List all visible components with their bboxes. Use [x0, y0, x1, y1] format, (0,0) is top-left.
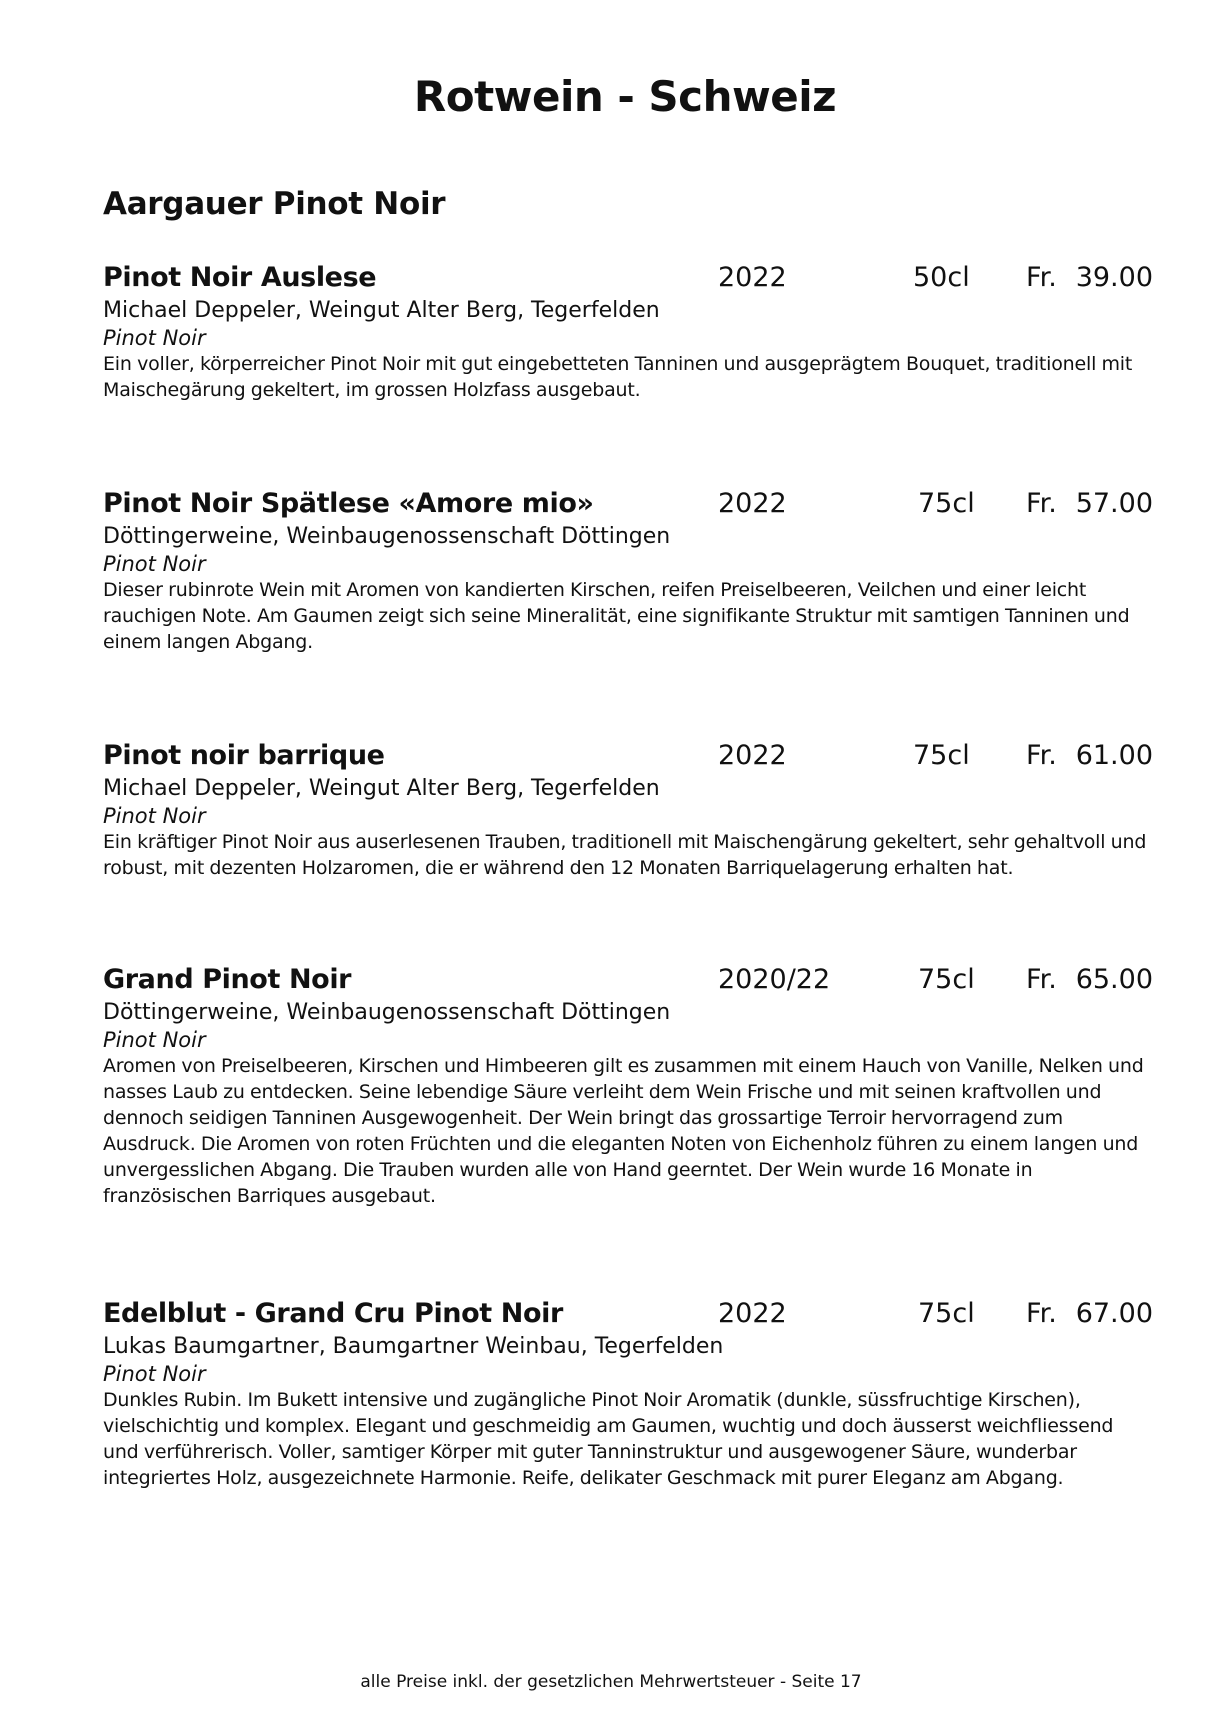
wine-name: Pinot Noir Spätlese «Amore mio» — [103, 488, 594, 519]
wine-grape: Pinot Noir — [103, 552, 206, 576]
wine-entry — [103, 740, 1153, 881]
wine-name: Grand Pinot Noir — [103, 964, 352, 995]
wine-name: Edelblut - Grand Cru Pinot Noir — [103, 1298, 563, 1329]
wine-grape: Pinot Noir — [103, 1362, 206, 1386]
wine-grape: Pinot Noir — [103, 804, 206, 828]
wine-header — [103, 262, 1153, 296]
wine-entry — [103, 488, 1153, 655]
wine-price: 67.00 — [1075, 1298, 1153, 1329]
wine-header — [103, 740, 1153, 774]
wine-description: Dieser rubinrote Wein mit Aromen von kandierten Kirschen, reifen Preiselbeeren, Veilchen und einer leicht rauchigen Note. Am Gaumen zeigt sich seine Mineralität, eine signifikante Struktur mit samtigen Tanninen und einem langen Abgang. — [103, 579, 1130, 653]
wine-volume: 50cl — [913, 262, 970, 293]
wine-volume: 75cl — [918, 964, 975, 995]
wine-currency: Fr. — [1026, 262, 1057, 293]
wine-currency: Fr. — [1026, 740, 1057, 771]
page-footer: alle Preise inkl. der gesetzlichen Mehrwertsteuer - Seite 17 — [360, 1672, 862, 1692]
wine-price: 57.00 — [1075, 488, 1153, 519]
wine-grape: Pinot Noir — [103, 1028, 206, 1052]
wine-year: 2020/22 — [718, 964, 831, 995]
wine-year: 2022 — [718, 1298, 787, 1329]
wine-description: Ein voller, körperreicher Pinot Noir mit gut eingebetteten Tanninen und ausgeprägtem Bouquet, traditionell mit Maischegärung gekeltert, im grossen Holzfass ausgebaut. — [103, 353, 1133, 401]
wine-year: 2022 — [718, 488, 787, 519]
wine-price: 65.00 — [1075, 964, 1153, 995]
wine-currency: Fr. — [1026, 964, 1057, 995]
wine-entry — [103, 1298, 1153, 1491]
wine-year: 2022 — [718, 740, 787, 771]
wine-grape: Pinot Noir — [103, 326, 206, 350]
wine-volume: 75cl — [918, 1298, 975, 1329]
wine-header — [103, 964, 1153, 998]
wine-currency: Fr. — [1026, 1298, 1057, 1329]
wine-header — [103, 1298, 1153, 1332]
wine-year: 2022 — [718, 262, 787, 293]
wine-producer: Michael Deppeler, Weingut Alter Berg, Tegerfelden — [103, 776, 660, 801]
wine-header — [103, 488, 1153, 522]
region-heading: Aargauer Pinot Noir — [103, 186, 446, 222]
wine-producer: Michael Deppeler, Weingut Alter Berg, Tegerfelden — [103, 298, 660, 323]
wine-name: Pinot Noir Auslese — [103, 262, 377, 293]
wine-price: 39.00 — [1075, 262, 1153, 293]
wine-description: Aromen von Preiselbeeren, Kirschen und Himbeeren gilt es zusammen mit einem Hauch von Vanille, Nelken und nasses Laub zu entdecken. Seine lebendige Säure verleiht dem Wein Frische und mit seinen kraftvollen und dennoch seidigen Tanninen Ausgewogenheit. Der Wein bringt das grossartige Terroir hervorragend zum Ausdruck. Die Aromen von roten Früchten und die eleganten Noten von Eichenholz führen zu einem langen und unvergesslichen Abgang. Die Trauben wurden alle von Hand geerntet. Der Wein wurde 16 Monate in französischen Barriques ausgebaut. — [103, 1055, 1144, 1207]
wine-price: 61.00 — [1075, 740, 1153, 771]
wine-volume: 75cl — [913, 740, 970, 771]
page-title: Rotwein - Schweiz — [413, 72, 837, 121]
wine-producer: Döttingerweine, Weinbaugenossenschaft Döttingen — [103, 524, 671, 549]
wine-volume: 75cl — [918, 488, 975, 519]
wine-entry — [103, 964, 1153, 1209]
wine-name: Pinot noir barrique — [103, 740, 385, 771]
wine-entry — [103, 262, 1153, 403]
wine-currency: Fr. — [1026, 488, 1057, 519]
wine-description: Ein kräftiger Pinot Noir aus auserlesenen Trauben, traditionell mit Maischengärung gekeltert, sehr gehaltvoll und robust, mit dezenten Holzaromen, die er während den 12 Monaten Barriquelagerung erhalten hat. — [103, 831, 1147, 879]
wine-producer: Lukas Baumgartner, Baumgartner Weinbau, Tegerfelden — [103, 1334, 724, 1359]
wine-producer: Döttingerweine, Weinbaugenossenschaft Döttingen — [103, 1000, 671, 1025]
wine-description: Dunkles Rubin. Im Bukett intensive und zugängliche Pinot Noir Aromatik (dunkle, süssfruchtige Kirschen), vielschichtig und komplex. Elegant und geschmeidig am Gaumen, wuchtig und doch äusserst weichfliessend und verführerisch. Voller, samtiger Körper mit guter Tanninstruktur und ausgewogener Säure, wunderbar integriertes Holz, ausgezeichnete Harmonie. Reife, delikater Geschmack mit purer Eleganz am Abgang. — [103, 1389, 1114, 1489]
